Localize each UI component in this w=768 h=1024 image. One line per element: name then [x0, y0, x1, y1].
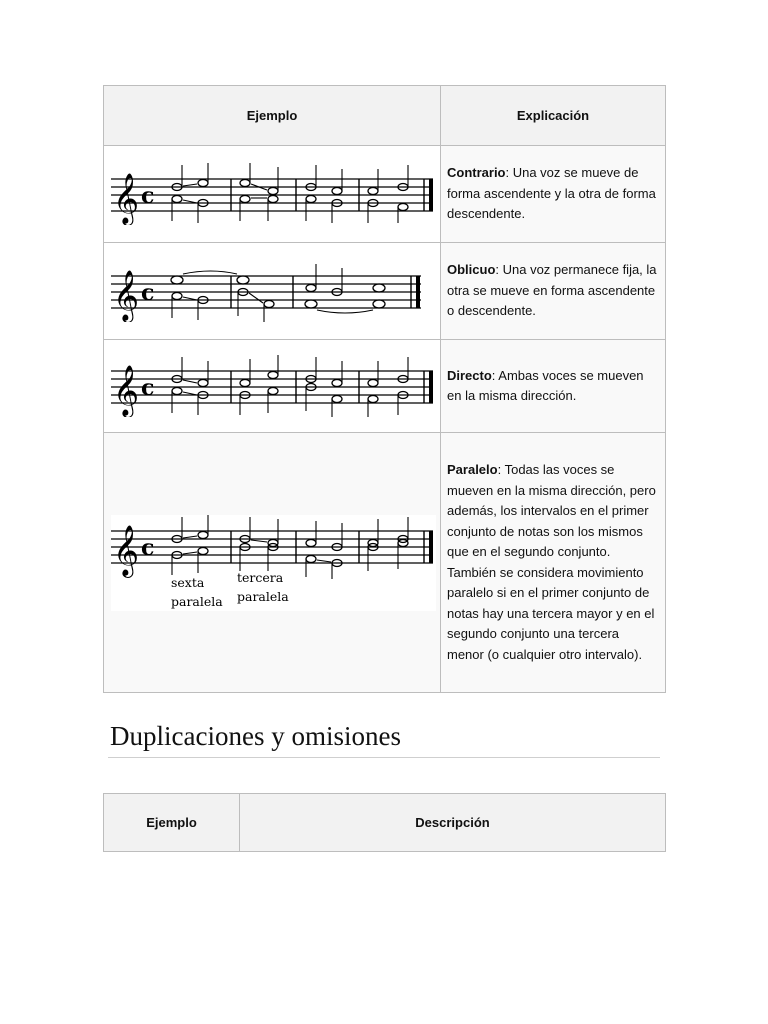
score-label-tercera: tercera [237, 569, 284, 585]
motion-types-table [103, 85, 666, 693]
example-cell [104, 243, 441, 340]
svg-text:𝄞: 𝄞 [113, 524, 140, 576]
header-example: Ejemplo [104, 86, 441, 146]
score-label-paralela-1: paralela [171, 593, 223, 609]
table-header-row [104, 86, 666, 146]
score-oblique-motion-icon [111, 260, 436, 322]
term-label: Oblicuo [447, 262, 496, 278]
table-header-row [104, 794, 666, 852]
term-text: : Una voz permanece fija, la otra se mueve en forma ascendente o descendente. [447, 262, 657, 319]
svg-text:c: c [141, 534, 155, 561]
score-label-paralela-2: paralela [237, 588, 289, 604]
term-text: : Ambas voces se mueven en la misma dirección. [447, 367, 644, 403]
example-cell [104, 340, 441, 433]
svg-text:𝄞: 𝄞 [113, 173, 140, 224]
header-example: Ejemplo [104, 794, 240, 852]
example-cell [104, 146, 441, 243]
example-cell [104, 433, 441, 693]
svg-text:c: c [141, 280, 155, 306]
score-contrary-motion-icon [111, 163, 436, 225]
duplications-table [103, 793, 666, 852]
description-cell [441, 146, 666, 243]
section-heading: Duplicaciones y omisiones [110, 721, 401, 751]
description-cell [441, 340, 666, 433]
section-divider [108, 757, 660, 758]
table-row [104, 433, 666, 693]
score-parallel-motion-icon [111, 515, 436, 611]
table-row [104, 243, 666, 340]
term-label: Paralelo [447, 462, 498, 477]
header-explanation: Explicación [441, 86, 666, 146]
term-label: Directo [447, 367, 492, 383]
svg-text:c: c [141, 375, 155, 401]
description-cell [441, 433, 666, 693]
score-label-sexta: sexta [171, 574, 205, 590]
svg-text:𝄞: 𝄞 [113, 365, 140, 416]
svg-text:c: c [141, 183, 155, 209]
term-label: Contrario [447, 165, 506, 181]
term-text: : Todas las voces se mueven en la misma dirección, pero además, los intervalos en el primer conjunto de notas son los mismos que en el segundo conjunto. También se considera movimiento paralelo si en el primer conjunto de notas hay una tercera mayor y en el segundo conjunto una tercera menor (o cualquier otro intervalo). [447, 462, 656, 662]
svg-text:𝄞: 𝄞 [113, 270, 140, 321]
score-direct-motion-icon [111, 355, 436, 417]
table-row [104, 146, 666, 243]
description-cell [441, 243, 666, 340]
table-row [104, 340, 666, 433]
term-text: : Una voz se mueve de forma ascendente y la otra de forma descendente. [447, 165, 656, 222]
header-description: Descripción [240, 794, 666, 852]
